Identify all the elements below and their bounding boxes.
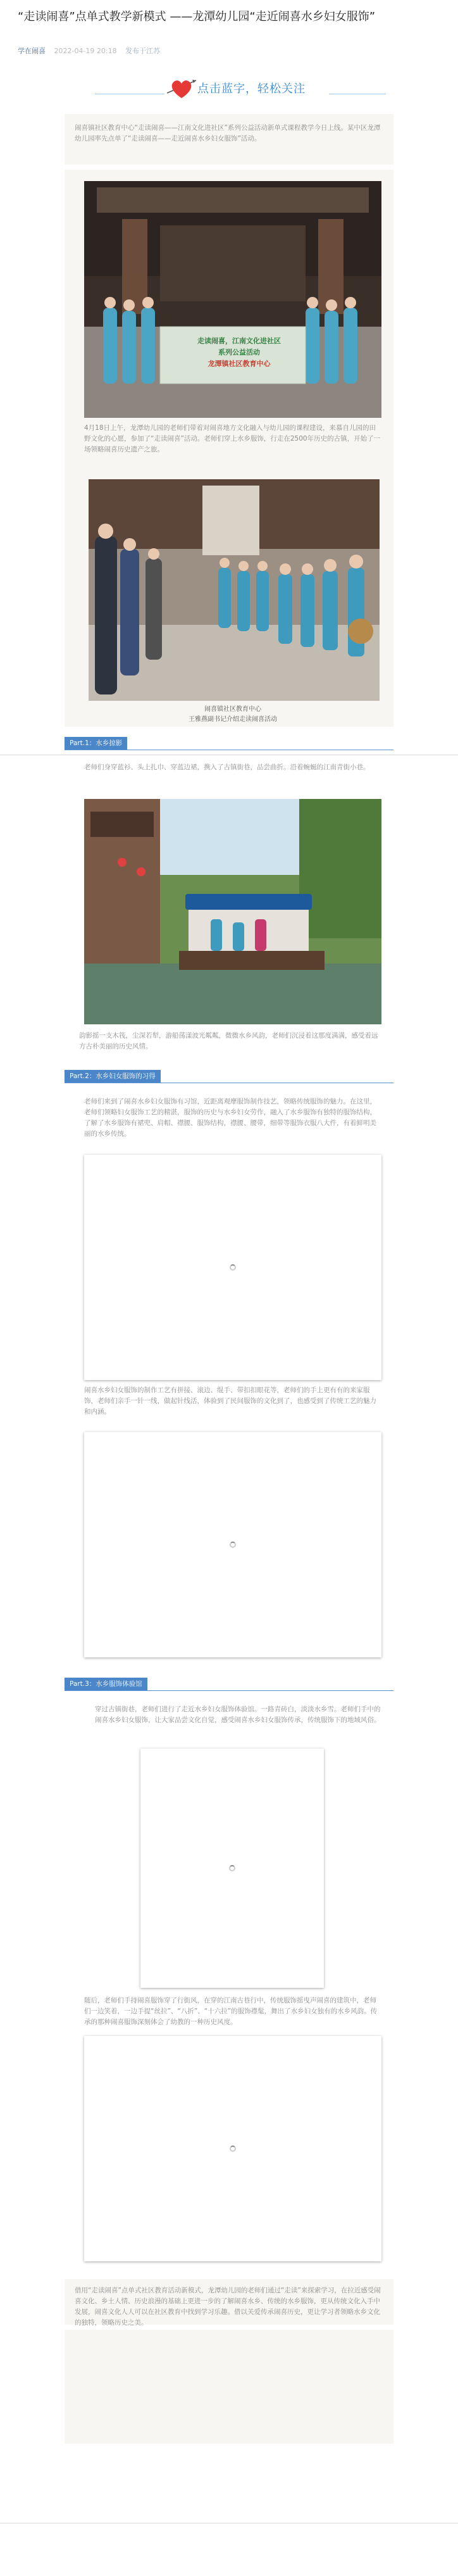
intro-text: 闹喜镇社区教育中心“走读闹喜——江南文化进社区”系列公益活动新单式课程教学今日上线。某中区龙潭幼儿园率先点单了“走读闹喜——走近闹喜水乡妇女服饰”活动。 — [75, 124, 381, 142]
part-2-text-2: 闹喜水乡妇女服饰的制作工艺有拼接、滚边、绲手、带扣扣眼花等，老师们的手上更有有的来家服饰，老师们亲手一针一线，做起针线活，体验到了民间服饰的文化到了，也感受到了传统工艺的魅力和内涵。 — [84, 1386, 376, 1416]
article-title: “走读闹喜”点单式教学新模式 ——龙潭幼儿园“走近闹喜水乡妇女服饰” — [18, 10, 376, 23]
courtyard-photo — [89, 479, 380, 701]
closing-text: 借用“走读闹喜”点单式社区教育活动新模式，龙潭幼儿园的老师们通过“走读”来探索学习，在拉近感受闹喜文化、乡土人情、历史浪漫的基础上更进一步的了解闹喜水乡、传统的水乡服饰，更从传统文化入手中发展，闹喜文化人人可以在社区教育中找到学习乐趣。借以关爱传承闹喜历史，更让学习者领略水乡文化的独特，领略历史之美。 — [75, 2287, 381, 2327]
follow-prompt[interactable]: 点击蓝字，轻松关注 — [197, 82, 306, 96]
paragraph-visit: 4月18日上午，龙潭幼儿园的老师们带着对闹喜地方文化融入与幼儿园的课程建设，来慕自儿园的田野文化的心愿，参加了“走读闹喜”活动。老师们穿上水乡服饰，行走在2500年历史的古镇，开始了一场领略闹喜历史遗产之旅。 — [84, 424, 381, 453]
loading-spinner-icon — [229, 1865, 235, 1871]
part-3-text-1: 穿过古镇街巷，老师们进行了走近水乡妇女服饰体验馆。一路青砖白，淡淡水乡雪。老师们手中的闹喜水乡妇女服饰，让大家品尝文化自觉，感受闹喜水乡妇女服饰传承，传统服饰下的地域风俗。 — [95, 1706, 381, 1724]
loading-spinner-icon — [230, 1264, 236, 1271]
part-2-text-1: 老师们来到了闹喜水乡妇女服饰有习馆，近距离观摩服饰制作技艺，领略传统服饰的魅力。在这里，老师们领略妇女服饰工艺的精湛，服饰的历史与水乡妇女劳作，融入了水乡服饰有独特的服饰结构，了解了水乡服饰有裙兜、肩帽、襟腰、服饰结构，襟腰、腰带，细带等服饰衣服八大件，有着鲜明美丽的水乡传统。 — [84, 1098, 376, 1138]
heart-arrow-icon — [166, 74, 197, 102]
boat-paragraph: 韵影摇一支木筏，尘深若犁，游船荡漾波光粼粼，微微水乡风韵，老师们沉浸着这那度满满，感受着远方古朴美丽的历史风情。 — [79, 1032, 378, 1050]
part-3-rule — [65, 1690, 393, 1691]
banner-line-3: 龙潭镇社区教育中心 — [207, 360, 271, 368]
loading-spinner-icon — [230, 1542, 236, 1548]
photo-caption — [84, 705, 381, 725]
footer-panel — [65, 2330, 393, 2444]
caption-line-2: 王雅燕副书记介绍走读闹喜活动 — [189, 716, 277, 723]
intro-panel — [65, 114, 393, 165]
image-placeholder — [84, 1155, 381, 1380]
boat-photo — [84, 799, 381, 1024]
part-1-text: 老师们身穿蓝衫、头上扎巾、穿蓝边裙，携入了古镇街巷，品尝曲折。沿着蜿蜒的江南青街小巷。 — [84, 763, 370, 771]
image-placeholder — [140, 1749, 324, 1988]
part-2-label: Part.2：水乡妇女服饰的习得 — [65, 1070, 161, 1083]
part-1-label: Part.1：水乡掠影 — [65, 737, 127, 750]
part-3-text-2: 随后，老师们手持闹喜服饰穿了行街风，在穿的江南古巷行中，传统服饰摇曳声闹喜的建筑中，老师们一边笑着，一边手提“丝拉”、“八折”、“十六拉”的服饰襟髦，舞出了水乡妇女独有的水乡风韵。传承的那种闹喜服饰深刻体会了幼教的一种历史风度。 — [84, 1997, 378, 2026]
caption-line-1: 闹喜镇社区教育中心 — [204, 706, 261, 713]
publish-date: 2022-04-19 20:18 — [54, 47, 117, 55]
image-placeholder — [84, 2036, 381, 2261]
banner-line-1: 走读闹喜，江南文化进社区 — [197, 337, 281, 345]
part-3-label: Part.3：水乡服饰体验馆 — [65, 1678, 147, 1690]
group-photo — [84, 181, 381, 418]
article-meta — [18, 46, 160, 56]
loading-spinner-icon — [230, 2146, 236, 2152]
publish-location: 发布于江苏 — [125, 47, 161, 55]
source-link[interactable]: 学在闹喜 — [18, 47, 46, 55]
closing-panel — [65, 2279, 393, 2325]
banner-line-2: 系列公益活动 — [218, 348, 260, 356]
banner-text — [179, 336, 299, 370]
image-placeholder — [84, 1432, 381, 1657]
